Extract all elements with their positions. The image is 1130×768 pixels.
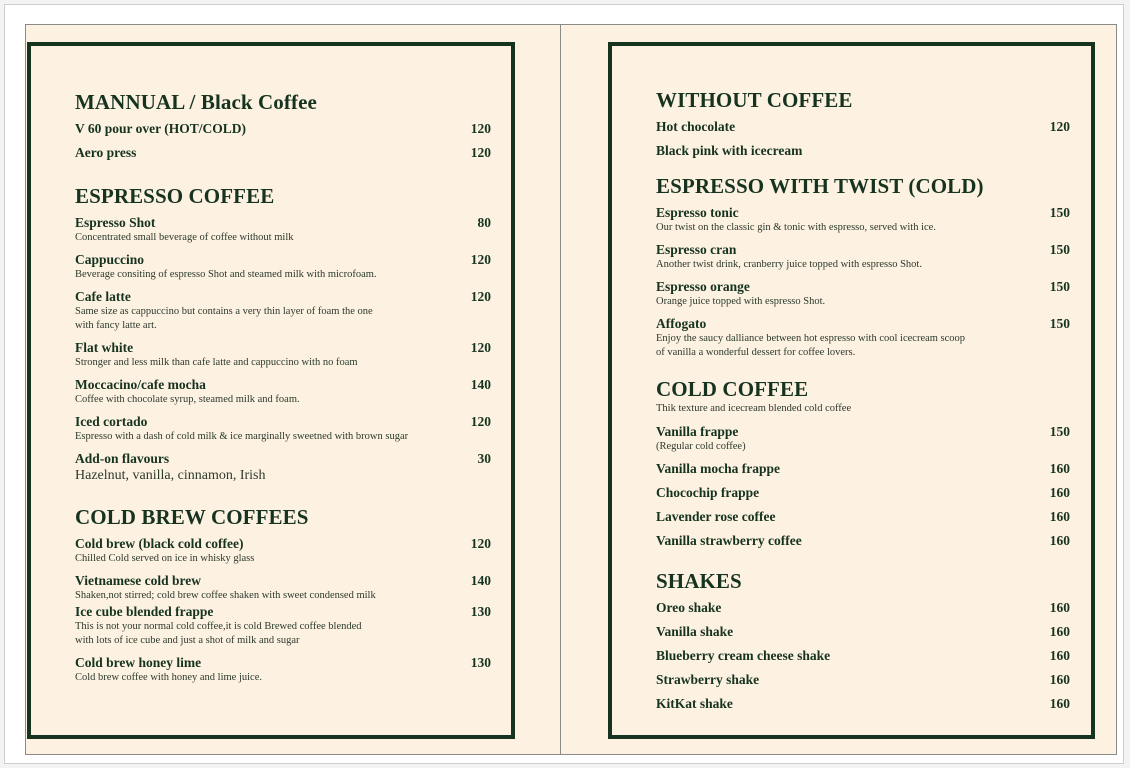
item-name: Oreo shake [656,600,722,615]
menu-item [75,214,495,245]
item-price: 120 [1049,119,1070,134]
item-description: Espresso with a dash of cold milk & ice marginally sweetned with brown sugar [75,431,409,442]
menu-item [75,603,495,648]
item-name: Vietnamese cold brew [75,573,201,588]
menu-item [75,120,495,137]
item-description: Another twist drink, cranberry juice topped with espresso Shot. [656,259,922,270]
item-description: Stronger and less milk than cafe latte and cappuccino with no foam [75,357,358,368]
item-name: Espresso orange [656,279,750,294]
item-name: Flat white [75,340,134,355]
item-name: Strawberry shake [656,672,760,687]
item-price: 150 [1049,424,1070,439]
menu-item [656,508,1074,525]
item-name: Moccacino/cafe mocha [75,377,206,392]
menu-item [656,315,1074,360]
item-name: Espresso Shot [75,215,156,230]
menu-item [75,572,495,603]
item-description: Beverage consiting of espresso Shot and steamed milk with microfoam. [75,269,377,280]
menu-item [656,278,1074,309]
item-name: Vanilla frappe [656,424,739,439]
item-price: 140 [470,573,491,588]
item-name: Ice cube blended frappe [75,604,214,619]
menu-item [656,423,1074,454]
item-name: Vanilla mocha frappe [656,461,781,476]
item-price: 160 [1049,696,1070,711]
item-name: Espresso tonic [656,205,739,220]
menu-item [75,339,495,370]
menu-item [656,484,1074,501]
menu-item [656,532,1074,549]
item-description: This is not your normal cold coffee,it is cold Brewed coffee blended with lots of ice cube and just a shot of milk and sugar [75,621,362,646]
section-subtitle: Thik texture and icecream blended cold coffee [656,403,852,414]
item-price: 160 [1049,624,1070,639]
item-description: (Regular cold coffee) [656,441,746,452]
item-price: 130 [470,604,491,619]
item-price: 120 [470,252,491,267]
item-price: 30 [477,451,491,466]
menu-item [75,654,495,685]
menu-item [656,241,1074,272]
section-title: WITHOUT COFFEE [656,88,853,112]
item-name: KitKat shake [656,696,733,711]
item-name: Cold brew (black cold coffee) [75,536,244,551]
section-title: MANNUAL / Black Coffee [75,90,317,114]
item-name: Cafe latte [75,289,131,304]
menu-item [75,535,495,566]
section-title: SHAKES [656,569,742,593]
item-name: Blueberry cream cheese shake [656,648,831,663]
menu-page-left [25,24,561,755]
menu-column-right [656,73,1074,712]
section-title: ESPRESSO WITH TWIST (COLD) [656,174,984,198]
item-price: 150 [1049,279,1070,294]
menu-item [75,251,495,282]
item-description: Enjoy the saucy dalliance between hot espresso with cool icecream scoop of vanilla a wonderful dessert for coffee lovers. [656,333,966,358]
item-price: 80 [477,215,491,230]
item-name: V 60 pour over (HOT/COLD) [75,121,247,136]
menu-item [656,647,1074,664]
item-price: 150 [1049,316,1070,331]
item-price: 150 [1049,242,1070,257]
item-price: 160 [1049,600,1070,615]
item-price: 120 [470,145,491,160]
menu-page-right [560,24,1117,755]
item-name: Cold brew honey lime [75,655,202,670]
item-name: Vanilla strawberry coffee [656,533,802,548]
item-price: 150 [1049,205,1070,220]
menu-item [75,413,495,444]
item-price: 160 [1049,533,1070,548]
item-description: Coffee with chocolate syrup, steamed milk and foam. [75,394,300,405]
item-price: 160 [1049,485,1070,500]
menu-item [75,288,495,333]
item-name: Chocochip frappe [656,485,760,500]
item-description: Same size as cappuccino but contains a very thin layer of foam the one with fancy latte art. [75,306,373,331]
menu-item [75,376,495,407]
item-name: Black pink with icecream [656,143,803,158]
item-name: Lavender rose coffee [656,509,776,524]
menu-item [656,118,1074,135]
menu-item [656,671,1074,688]
item-price: 160 [1049,672,1070,687]
item-price: 120 [470,121,491,136]
menu-item [656,599,1074,616]
item-price: 130 [470,655,491,670]
item-price: 120 [470,536,491,551]
item-description: Orange juice topped with espresso Shot. [656,296,826,307]
item-description: Shaken,not stirred; cold brew coffee shaken with sweet condensed milk [75,590,376,601]
item-price: 160 [1049,461,1070,476]
item-description: Concentrated small beverage of coffee without milk [75,232,294,243]
item-price: 120 [470,289,491,304]
item-name: Affogato [656,316,707,331]
item-name: Add-on flavours [75,451,170,466]
item-price: 160 [1049,509,1070,524]
item-description: Hazelnut, vanilla, cinnamon, Irish [75,468,266,483]
menu-item [656,204,1074,235]
item-name: Cappuccino [75,252,145,267]
item-name: Iced cortado [75,414,148,429]
item-description: Cold brew coffee with honey and lime juice. [75,672,263,683]
item-name: Espresso cran [656,242,737,257]
menu-item [656,142,1074,159]
section-title: COLD BREW COFFEES [75,505,309,529]
item-name: Hot chocolate [656,119,736,134]
item-price: 140 [470,377,491,392]
menu-item [656,695,1074,712]
item-price: 160 [1049,648,1070,663]
section-title: ESPRESSO COFFEE [75,184,275,208]
item-name: Aero press [75,145,137,160]
document-sheet [4,4,1124,764]
section-title: COLD COFFEE [656,377,809,401]
item-description: Chilled Cold served on ice in whisky glass [75,553,255,564]
menu-item [656,623,1074,640]
item-description: Our twist on the classic gin & tonic with espresso, served with ice. [656,222,936,233]
item-price: 120 [470,340,491,355]
item-name: Vanilla shake [656,624,734,639]
menu-item [656,460,1074,477]
menu-column-left [75,73,495,685]
item-price: 120 [470,414,491,429]
menu-item [75,450,495,485]
menu-item [75,144,495,161]
